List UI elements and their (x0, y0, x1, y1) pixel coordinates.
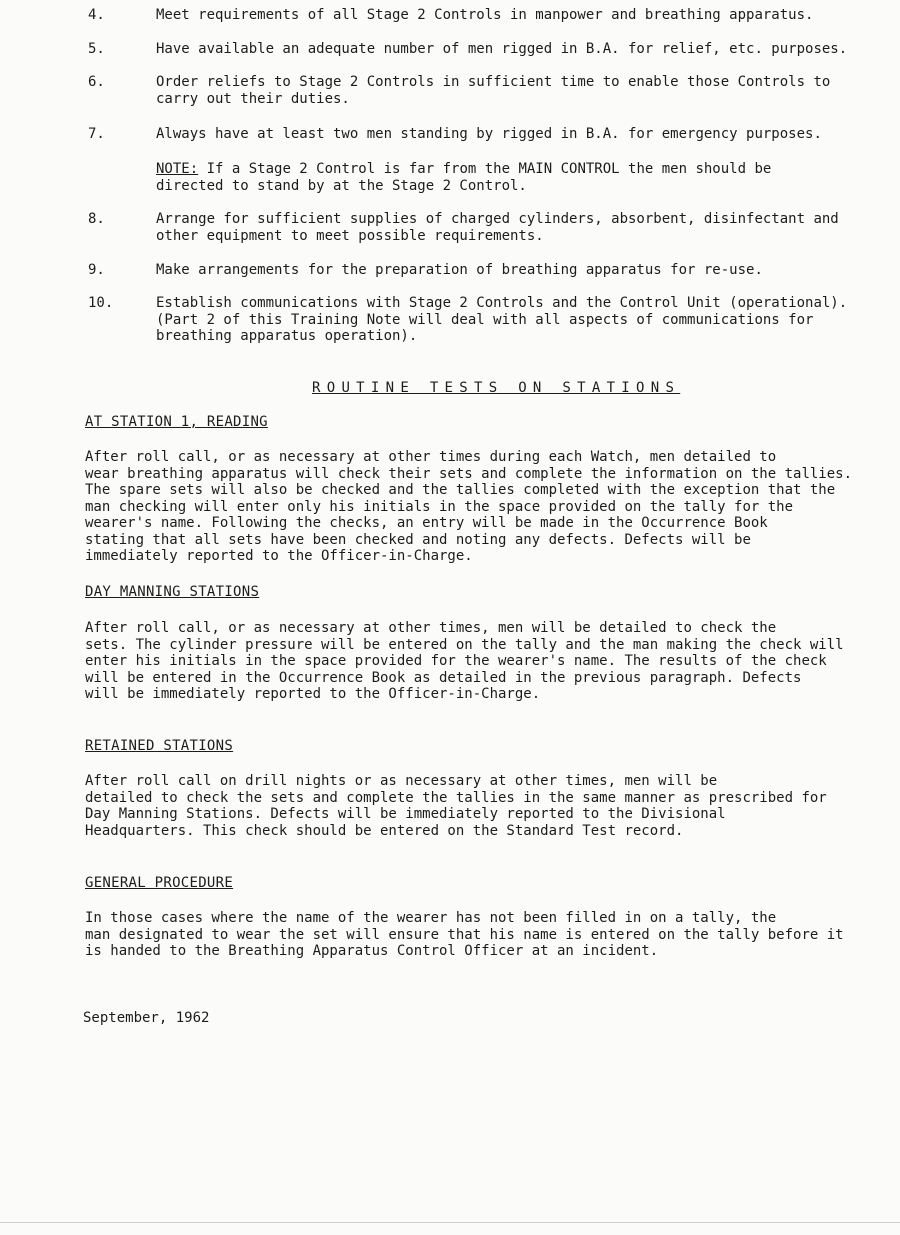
item-text: Have available an adequate number of men rigged in B.A. for relief, etc. purposes. (156, 41, 848, 57)
item-text: Always have at least two men standing by rigged in B.A. for emergency purposes. (156, 126, 822, 142)
section-body: After roll call, or as necessary at other times, men will be detailed to check the sets. The cylinder pressure will be entered on the tally and the man making the check will enter his initials in the space provided for the wearer's name. The results of the check will be entered in the Occurrence Book as detailed in the previous paragraph. Defects will be immediately reported to the Officer-in-Charge. (85, 620, 844, 702)
item-number: 4. (88, 7, 105, 23)
section-heading: RETAINED STATIONS (85, 738, 234, 754)
item-number: 5. (88, 41, 105, 57)
section-body: After roll call, or as necessary at other times during each Watch, men detailed to wear breathing apparatus will check their sets and complete the information on the tallies. The spare sets will also be checked and the tallies completed with the exception that the man checking will enter only his initials in the space provided on the tally for the wearer's name. Following the checks, an entry will be made in the Occurrence Book stating that all sets have been checked and noting any defects. Defects will be immediately reported to the Officer-in-Charge. (85, 449, 853, 564)
note-label: NOTE: (156, 161, 199, 177)
list-item (88, 7, 868, 24)
note-text: If a Stage 2 Control is far from the MAIN CONTROL the men should be directed to stand by at the Stage 2 Control. (156, 161, 772, 194)
item-number: 8. (88, 211, 105, 227)
page-edge-divider (0, 1222, 900, 1223)
list-item (88, 211, 868, 244)
list-item (88, 295, 868, 345)
list-item (88, 41, 868, 58)
item-number: 6. (88, 74, 105, 90)
item-number: 7. (88, 126, 105, 142)
item-number: 10. (88, 295, 114, 311)
item-text: Establish communications with Stage 2 Controls and the Control Unit (operational). (Part 2 of this Training Note will deal with all aspects of communications for breathing apparatus operation). (156, 295, 848, 344)
section-body: In those cases where the name of the wearer has not been filled in on a tally, the man designated to wear the set will ensure that his name is entered on the tally before it is handed to the Breathing Apparatus Control Officer at an incident. (85, 910, 844, 959)
item-text: Arrange for sufficient supplies of charged cylinders, absorbent, disinfectant and other equipment to meet possible requirements. (156, 211, 839, 244)
section-body: After roll call on drill nights or as necessary at other times, men will be detailed to check the sets and complete the tallies in the same manner as prescribed for Day Manning Stations. Defects will be immediately reported to the Divisional Headquarters. This check should be entered on the Standard Test record. (85, 773, 827, 839)
item-text: Order reliefs to Stage 2 Controls in sufficient time to enable those Controls to carry out their duties. (156, 74, 831, 107)
document-date: September, 1962 (83, 1010, 210, 1026)
list-item (88, 262, 868, 279)
item-number: 9. (88, 262, 105, 278)
section-heading: GENERAL PROCEDURE (85, 875, 234, 891)
note (156, 161, 856, 194)
list-item (88, 74, 868, 107)
list-item (88, 126, 868, 143)
item-text: Make arrangements for the preparation of breathing apparatus for re-use. (156, 262, 763, 278)
section-heading: AT STATION 1, READING (85, 414, 268, 430)
section-title: ROUTINE TESTS ON STATIONS (312, 380, 681, 396)
section-heading: DAY MANNING STATIONS (85, 584, 260, 600)
item-text: Meet requirements of all Stage 2 Controls in manpower and breathing apparatus. (156, 7, 814, 23)
